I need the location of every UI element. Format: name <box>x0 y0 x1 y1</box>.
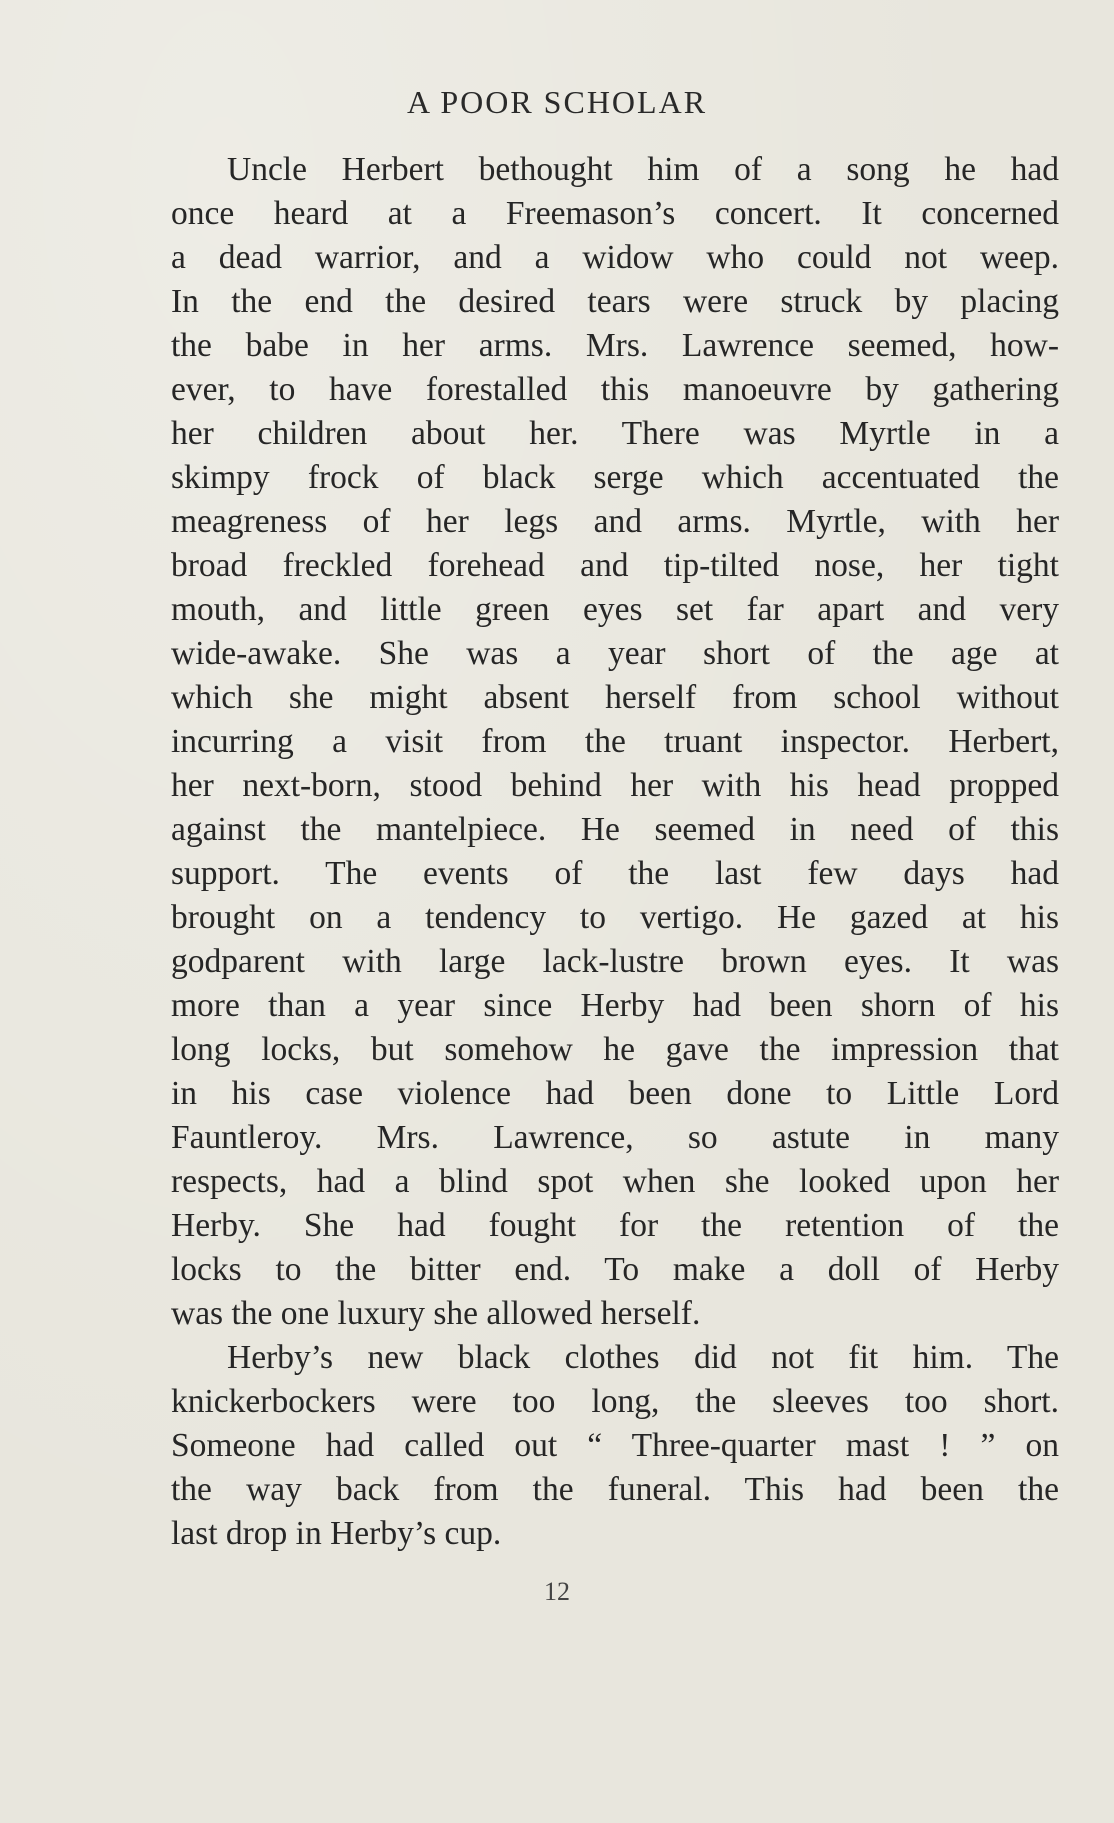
text-line: once heard at a Freemason’s concert. It concerned <box>171 195 1059 232</box>
text-line: support. The events of the last few days had <box>171 855 1059 892</box>
text-line: In the end the desired tears were struck by placing <box>171 283 1059 320</box>
text-line: a dead warrior, and a widow who could not weep. <box>171 239 1059 276</box>
text-line: Herby. She had fought for the retention of the <box>171 1207 1059 1244</box>
text-line: her next-born, stood behind her with his head propped <box>171 767 1059 804</box>
text-line: against the mantelpiece. He seemed in need of this <box>171 811 1059 848</box>
text-line: knickerbockers were too long, the sleeves too short. <box>171 1383 1059 1420</box>
text-line: the way back from the funeral. This had been the <box>171 1471 1059 1508</box>
text-line: her children about her. There was Myrtle in a <box>171 415 1059 452</box>
text-line: which she might absent herself from school without <box>171 679 1059 716</box>
text-line: respects, had a blind spot when she looked upon her <box>171 1163 1059 1200</box>
text-line: meagreness of her legs and arms. Myrtle, with her <box>171 503 1059 540</box>
body-text <box>171 148 1059 1556</box>
text-line: wide-awake. She was a year short of the age at <box>171 635 1059 672</box>
text-line: Uncle Herbert bethought him of a song he had <box>227 151 1059 188</box>
text-line: long locks, but somehow he gave the impression that <box>171 1031 1059 1068</box>
text-line: mouth, and little green eyes set far apart and very <box>171 591 1059 628</box>
text-line: brought on a tendency to vertigo. He gazed at his <box>171 899 1059 936</box>
text-line: Herby’s new black clothes did not fit him. The <box>227 1339 1059 1376</box>
text-line: Fauntleroy. Mrs. Lawrence, so astute in many <box>171 1119 1059 1156</box>
text-line: in his case violence had been done to Little Lord <box>171 1075 1059 1112</box>
text-line: Someone had called out “ Three-quarter mast ! ” on <box>171 1427 1059 1464</box>
text-line: more than a year since Herby had been shorn of his <box>171 987 1059 1024</box>
text-line: was the one luxury she allowed herself. <box>171 1295 701 1332</box>
text-line: godparent with large lack-lustre brown eyes. It was <box>171 943 1059 980</box>
text-line: last drop in Herby’s cup. <box>171 1515 502 1552</box>
text-line: skimpy frock of black serge which accentuated the <box>171 459 1059 496</box>
text-line: the babe in her arms. Mrs. Lawrence seemed, how- <box>171 327 1059 364</box>
text-line: locks to the bitter end. To make a doll of Herby <box>171 1251 1059 1288</box>
text-line: broad freckled forehead and tip-tilted nose, her tight <box>171 547 1059 584</box>
running-head: A POOR SCHOLAR <box>406 84 708 120</box>
page-number: 12 <box>544 1577 570 1606</box>
text-line: ever, to have forestalled this manoeuvre by gathering <box>171 371 1059 408</box>
text-line: incurring a visit from the truant inspector. Herbert, <box>171 723 1059 760</box>
